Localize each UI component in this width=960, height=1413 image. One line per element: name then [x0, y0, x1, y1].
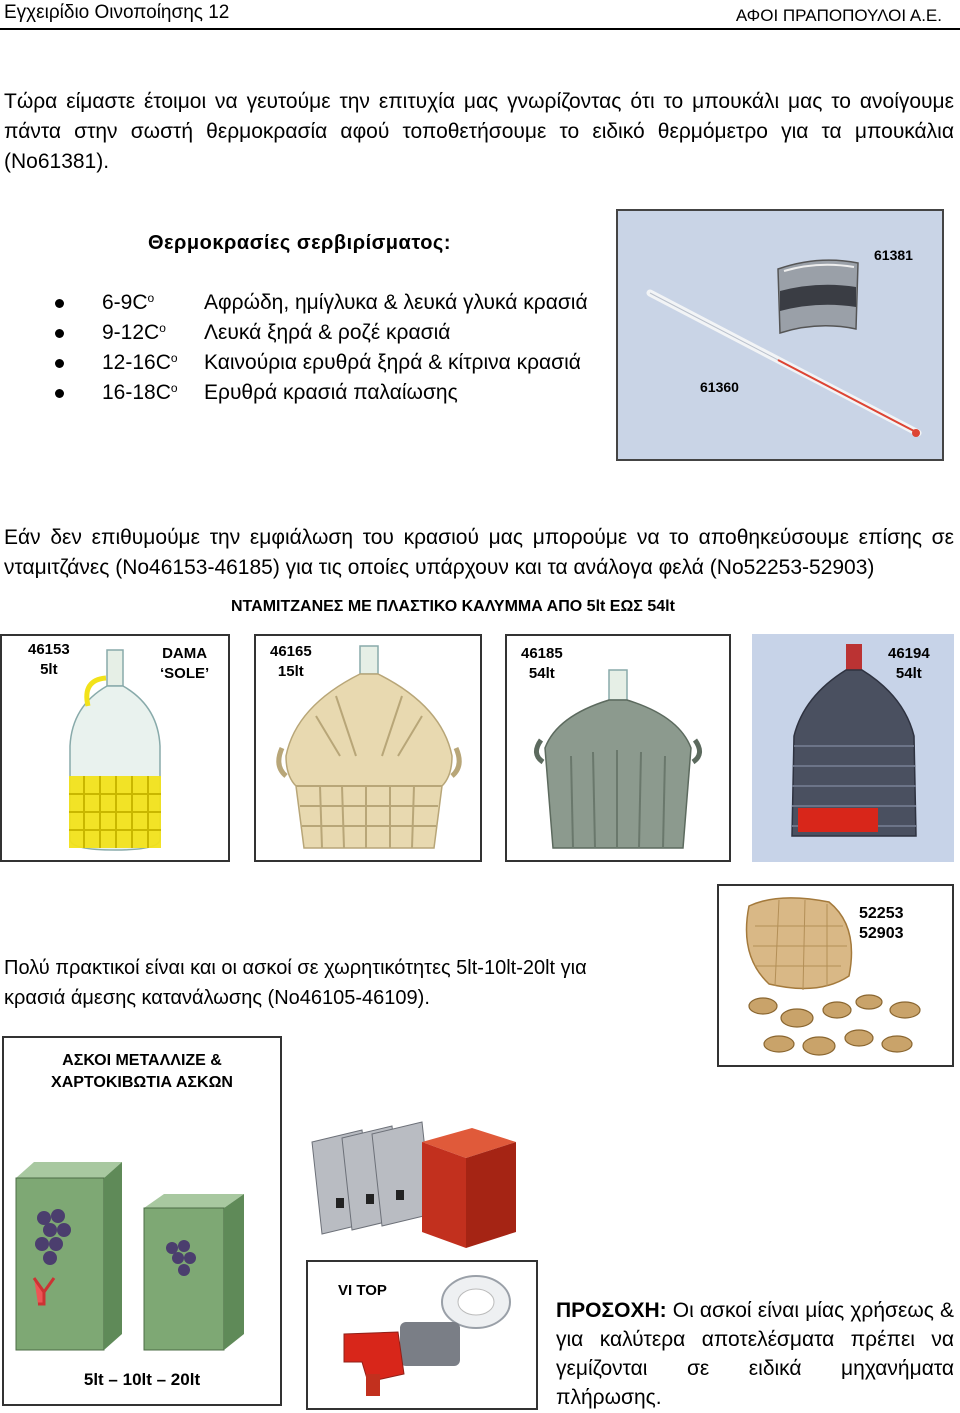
temp-desc: Λευκά ξηρά & ροζέ κρασιά — [204, 321, 451, 344]
header-left: Εγχειρίδιο Οινοποίησης 12 — [4, 2, 230, 23]
dama-label: DAMA — [162, 645, 208, 662]
corks-image — [717, 884, 954, 1067]
caution-label: ΠΡΟΣΟΧΗ: — [556, 1299, 667, 1322]
temp-row: $9-12C^o$ Λευκά ξηρά & ροζέ κρασιά — [50, 318, 450, 348]
demijohn-46153-image — [0, 634, 230, 862]
temp-desc: Καινούρια ερυθρά ξηρά & κίτρινα κρασιά — [204, 351, 581, 374]
bullet-icon — [55, 389, 64, 398]
size-54lt: 54lt — [895, 665, 922, 682]
header-right: ΑΦΟΙ ΠΡΑΠΟΠΟΥΛΟΙ Α.Ε. — [735, 6, 942, 25]
sole-label: ‘SOLE’ — [160, 665, 210, 682]
code-61381: 61381 — [874, 247, 913, 263]
intro-paragraph: Τώρα είμαστε έτοιμοι να γευτούμε την επιτυχία μας γνωρίζοντας ότι το μπουκάλι μας το ανοίγουμε πάντα στην σωστή θερμοκρασία αφού τοποθετήσουμε το ειδικό θερμόμετρο για τα μπουκάλια (Νο61381). — [4, 90, 954, 173]
demijohn-46194-image — [752, 634, 954, 862]
code-46165: 46165 — [270, 643, 312, 660]
bags-paragraph: Πολύ πρακτικοί είναι και οι ασκοί σε χωρητικότητες 5lt-10lt-20lt για κρασιά άμεσης κατανάλωσης (Νο46105-46109). — [4, 957, 587, 1009]
caution-text: Οι ασκοί είναι μίας χρήσεως & για καλύτερα αποτελέσματα πρέπει να γεμίζονται σε ειδικά μηχανήματα πλήρωσης. — [556, 1299, 954, 1409]
bags-box-title-1: ΑΣΚΟΙ ΜΕΤΑΛΛΙΖΕ & — [62, 1052, 222, 1069]
demijohns-title: ΝΤΑΜΙΤΖΑΝΕΣ ΜΕ ΠΛΑΣΤΙΚΟ ΚΑΛΥΜΜΑ ΑΠΟ 5lt ΕΩΣ 54lt — [231, 598, 675, 615]
demijohn-46165-image — [254, 634, 482, 862]
size-15lt: 15lt — [277, 663, 304, 680]
temp-row: $16-18C^o$ Ερυθρά κρασιά παλαίωσης — [50, 378, 458, 408]
bags-sizes: 5lt – 10lt – 20lt — [83, 1370, 201, 1389]
code-61360: 61360 — [700, 379, 739, 395]
size-5lt: 5lt — [40, 661, 58, 678]
temperatures-title: Θερμοκρασίες σερβιρίσματος: — [148, 232, 451, 254]
bullet-icon — [55, 359, 64, 368]
size-54lt: 54lt — [528, 665, 555, 682]
bullet-icon — [55, 299, 64, 308]
code-46185: 46185 — [521, 645, 563, 662]
code-46194: 46194 — [888, 645, 930, 662]
bags-box-title-2: ΧΑΡΤΟΚΙΒΩΤΙΑ ΑΣΚΩΝ — [51, 1074, 233, 1091]
temp-row: $6-9C^o$ Αφρώδη, ημίγλυκα & λευκά γλυκά κρασιά — [50, 288, 588, 318]
code-52253: 52253 — [859, 905, 904, 922]
temp-row: $12-16C^o$ Καινούρια ερυθρά ξηρά & κίτρινα κρασιά — [50, 348, 581, 378]
thermometer-image — [616, 209, 944, 461]
caution-paragraph — [556, 1296, 954, 1412]
code-46153: 46153 — [28, 641, 70, 658]
wine-boxes-image — [2, 1036, 282, 1406]
temp-desc: Αφρώδη, ημίγλυκα & λευκά γλυκά κρασιά — [204, 291, 588, 314]
vitop-tap-image — [306, 1260, 538, 1410]
vitop-label: VI TOP — [338, 1282, 387, 1299]
code-52903: 52903 — [859, 925, 904, 942]
demijohn-46185-image — [505, 634, 731, 862]
temp-desc: Ερυθρά κρασιά παλαίωσης — [204, 381, 458, 404]
storage-paragraph: Εάν δεν επιθυμούμε την εμφιάλωση του κρασιού μας μπορούμε να το αποθηκεύσουμε επίσης σε νταμιτζάνες (Νο46153-46185) για τις οποίες υπάρχουν και τα ανάλογα φελά (Νο52253-52903) — [4, 526, 954, 579]
page-header — [0, 0, 960, 30]
bullet-icon — [55, 329, 64, 338]
bags-image — [302, 1102, 522, 1252]
